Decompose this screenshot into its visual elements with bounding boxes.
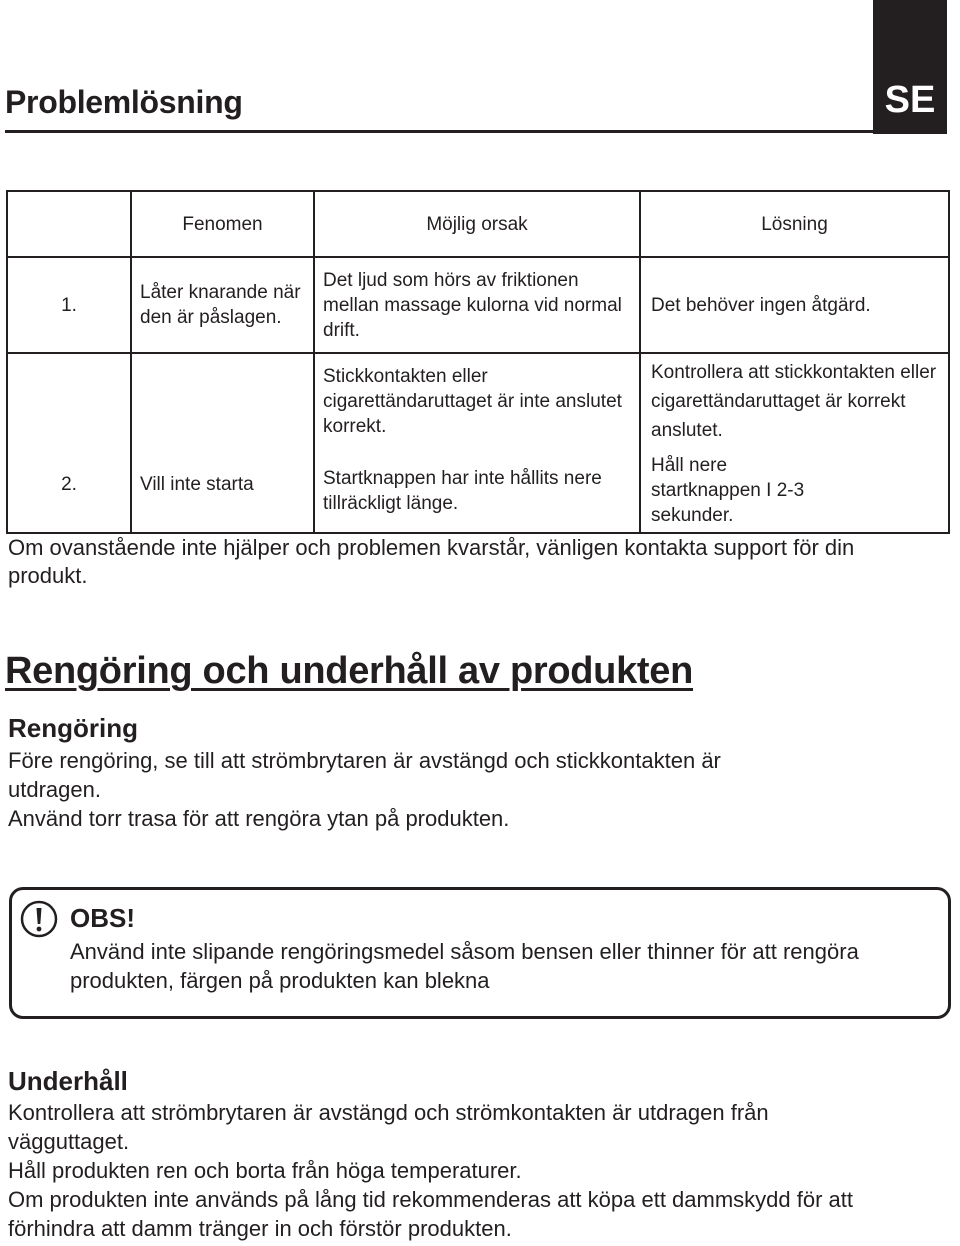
solution-cell: Det behöver ingen åtgärd. (640, 257, 949, 353)
cause-cell: Stickkontakten eller cigarettändaruttaget är inte anslutet korrekt. (314, 353, 640, 449)
maintenance-paragraph: Kontrollera att strömbrytaren är avstängd och strömkontakten är utdragen från vägguttaget. (8, 1100, 769, 1154)
table-header-row (7, 191, 949, 257)
symptom-cell: Vill inte starta (131, 353, 314, 533)
solution-cell: Håll nere startknappen I 2-3 sekunder. (640, 449, 949, 533)
support-note: Om ovanstående inte hjälper och problemen kvarstår, vänligen kontakta support för din produkt. (8, 535, 855, 588)
maintenance-paragraph: Om produkten inte används på lång tid rekommenderas att köpa ett dammskydd för att förhindra att damm tränger in och förstör produkten. (8, 1187, 854, 1241)
section-heading: Rengöring och underhåll av produkten (5, 650, 694, 692)
maintenance-paragraph: Håll produkten ren och borta från höga temperaturer. (8, 1158, 522, 1183)
title-divider (5, 130, 947, 133)
table-row (7, 353, 949, 449)
notice-text: Använd inte slipande rengöringsmedel såsom bensen eller thinner för att rengöra produkten, färgen på produkten kan blekna (70, 939, 859, 993)
language-tab (873, 0, 947, 134)
page-title: Problemlösning (5, 84, 243, 120)
cleaning-paragraph: Före rengöring, se till att strömbrytaren är avstängd och stickkontakten är utdragen. (8, 748, 721, 802)
maintenance-text (8, 1098, 888, 1243)
maintenance-heading: Underhåll (8, 1066, 128, 1096)
row-number: 1. (7, 257, 131, 353)
notice-title: OBS! (70, 903, 135, 933)
cleaning-paragraph: Använd torr trasa för att rengöra ytan på produkten. (8, 806, 510, 831)
exclamation-icon (20, 900, 58, 938)
row-number: 2. (7, 353, 131, 533)
language-code: SE (884, 79, 936, 121)
table-row (7, 257, 949, 353)
cause-cell: Startknappen har inte hållits nere tillräckligt länge. (314, 449, 640, 533)
column-header-cause: Möjlig orsak (314, 191, 640, 257)
column-header-solution: Lösning (640, 191, 949, 257)
cause-cell: Det ljud som hörs av friktionen mellan massage kulorna vid normal drift. (314, 257, 640, 353)
troubleshooting-table (6, 190, 950, 534)
column-header-symptom: Fenomen (131, 191, 314, 257)
symptom-cell: Låter knarande när den är påslagen. (131, 257, 314, 353)
cleaning-heading: Rengöring (8, 713, 138, 743)
solution-cell: Kontrollera att stickkontakten eller cigarettändaruttaget är korrekt anslutet. (640, 353, 949, 449)
cleaning-text (8, 746, 808, 833)
number-header (7, 191, 131, 257)
